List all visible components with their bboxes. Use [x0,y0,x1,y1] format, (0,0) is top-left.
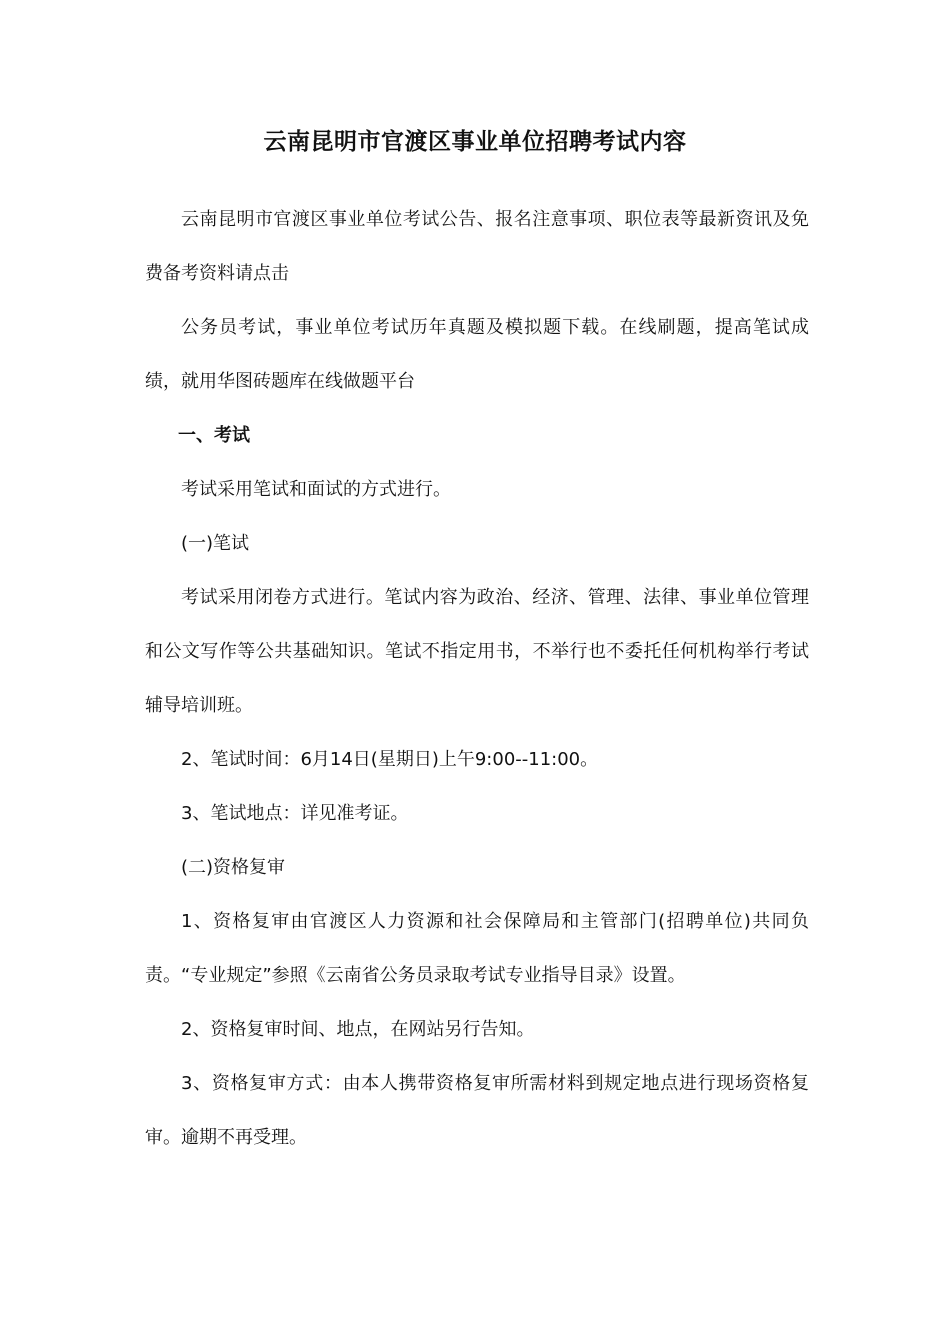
section-heading-exam: 一、考试 [178,425,250,446]
paragraph-review-method: 3、资格复审方式：由本人携带资格复审所需材料到规定地点进行现场资格复审。逾期不再受理。 [145,1073,809,1148]
paragraph-intro-question-bank: 公务员考试，事业单位考试历年真题及模拟题下载。在线刷题，提高笔试成绩，就用华图砖题库在线做题平台 [145,317,809,392]
paragraph-exam-method: 考试采用笔试和面试的方式进行。 [181,479,451,500]
paragraph-written-exam-time: 2、笔试时间：6月14日(星期日)上午9:00--11:00。 [181,749,599,770]
paragraph-written-exam-location: 3、笔试地点：详见准考证。 [181,803,409,824]
document-body [145,193,809,1165]
paragraph-intro-notice: 云南昆明市官渡区事业单位考试公告、报名注意事项、职位表等最新资讯及免费备考资料请点击 [145,209,809,284]
subheading-written-exam: (一)笔试 [181,533,250,554]
paragraph-review-responsibility: 1、资格复审由官渡区人力资源和社会保障局和主管部门(招聘单位)共同负责。“专业规定”参照《云南省公务员录取考试专业指导目录》设置。 [145,911,809,986]
paragraph-written-exam-content: 考试采用闭卷方式进行。笔试内容为政治、经济、管理、法律、事业单位管理和公文写作等公共基础知识。笔试不指定用书，不举行也不委托任何机构举行考试辅导培训班。 [145,587,809,716]
paragraph-review-time-location: 2、资格复审时间、地点，在网站另行告知。 [181,1019,535,1040]
document-title: 云南昆明市官渡区事业单位招聘考试内容 [263,129,687,155]
subheading-qualification-review: (二)资格复审 [181,857,286,878]
